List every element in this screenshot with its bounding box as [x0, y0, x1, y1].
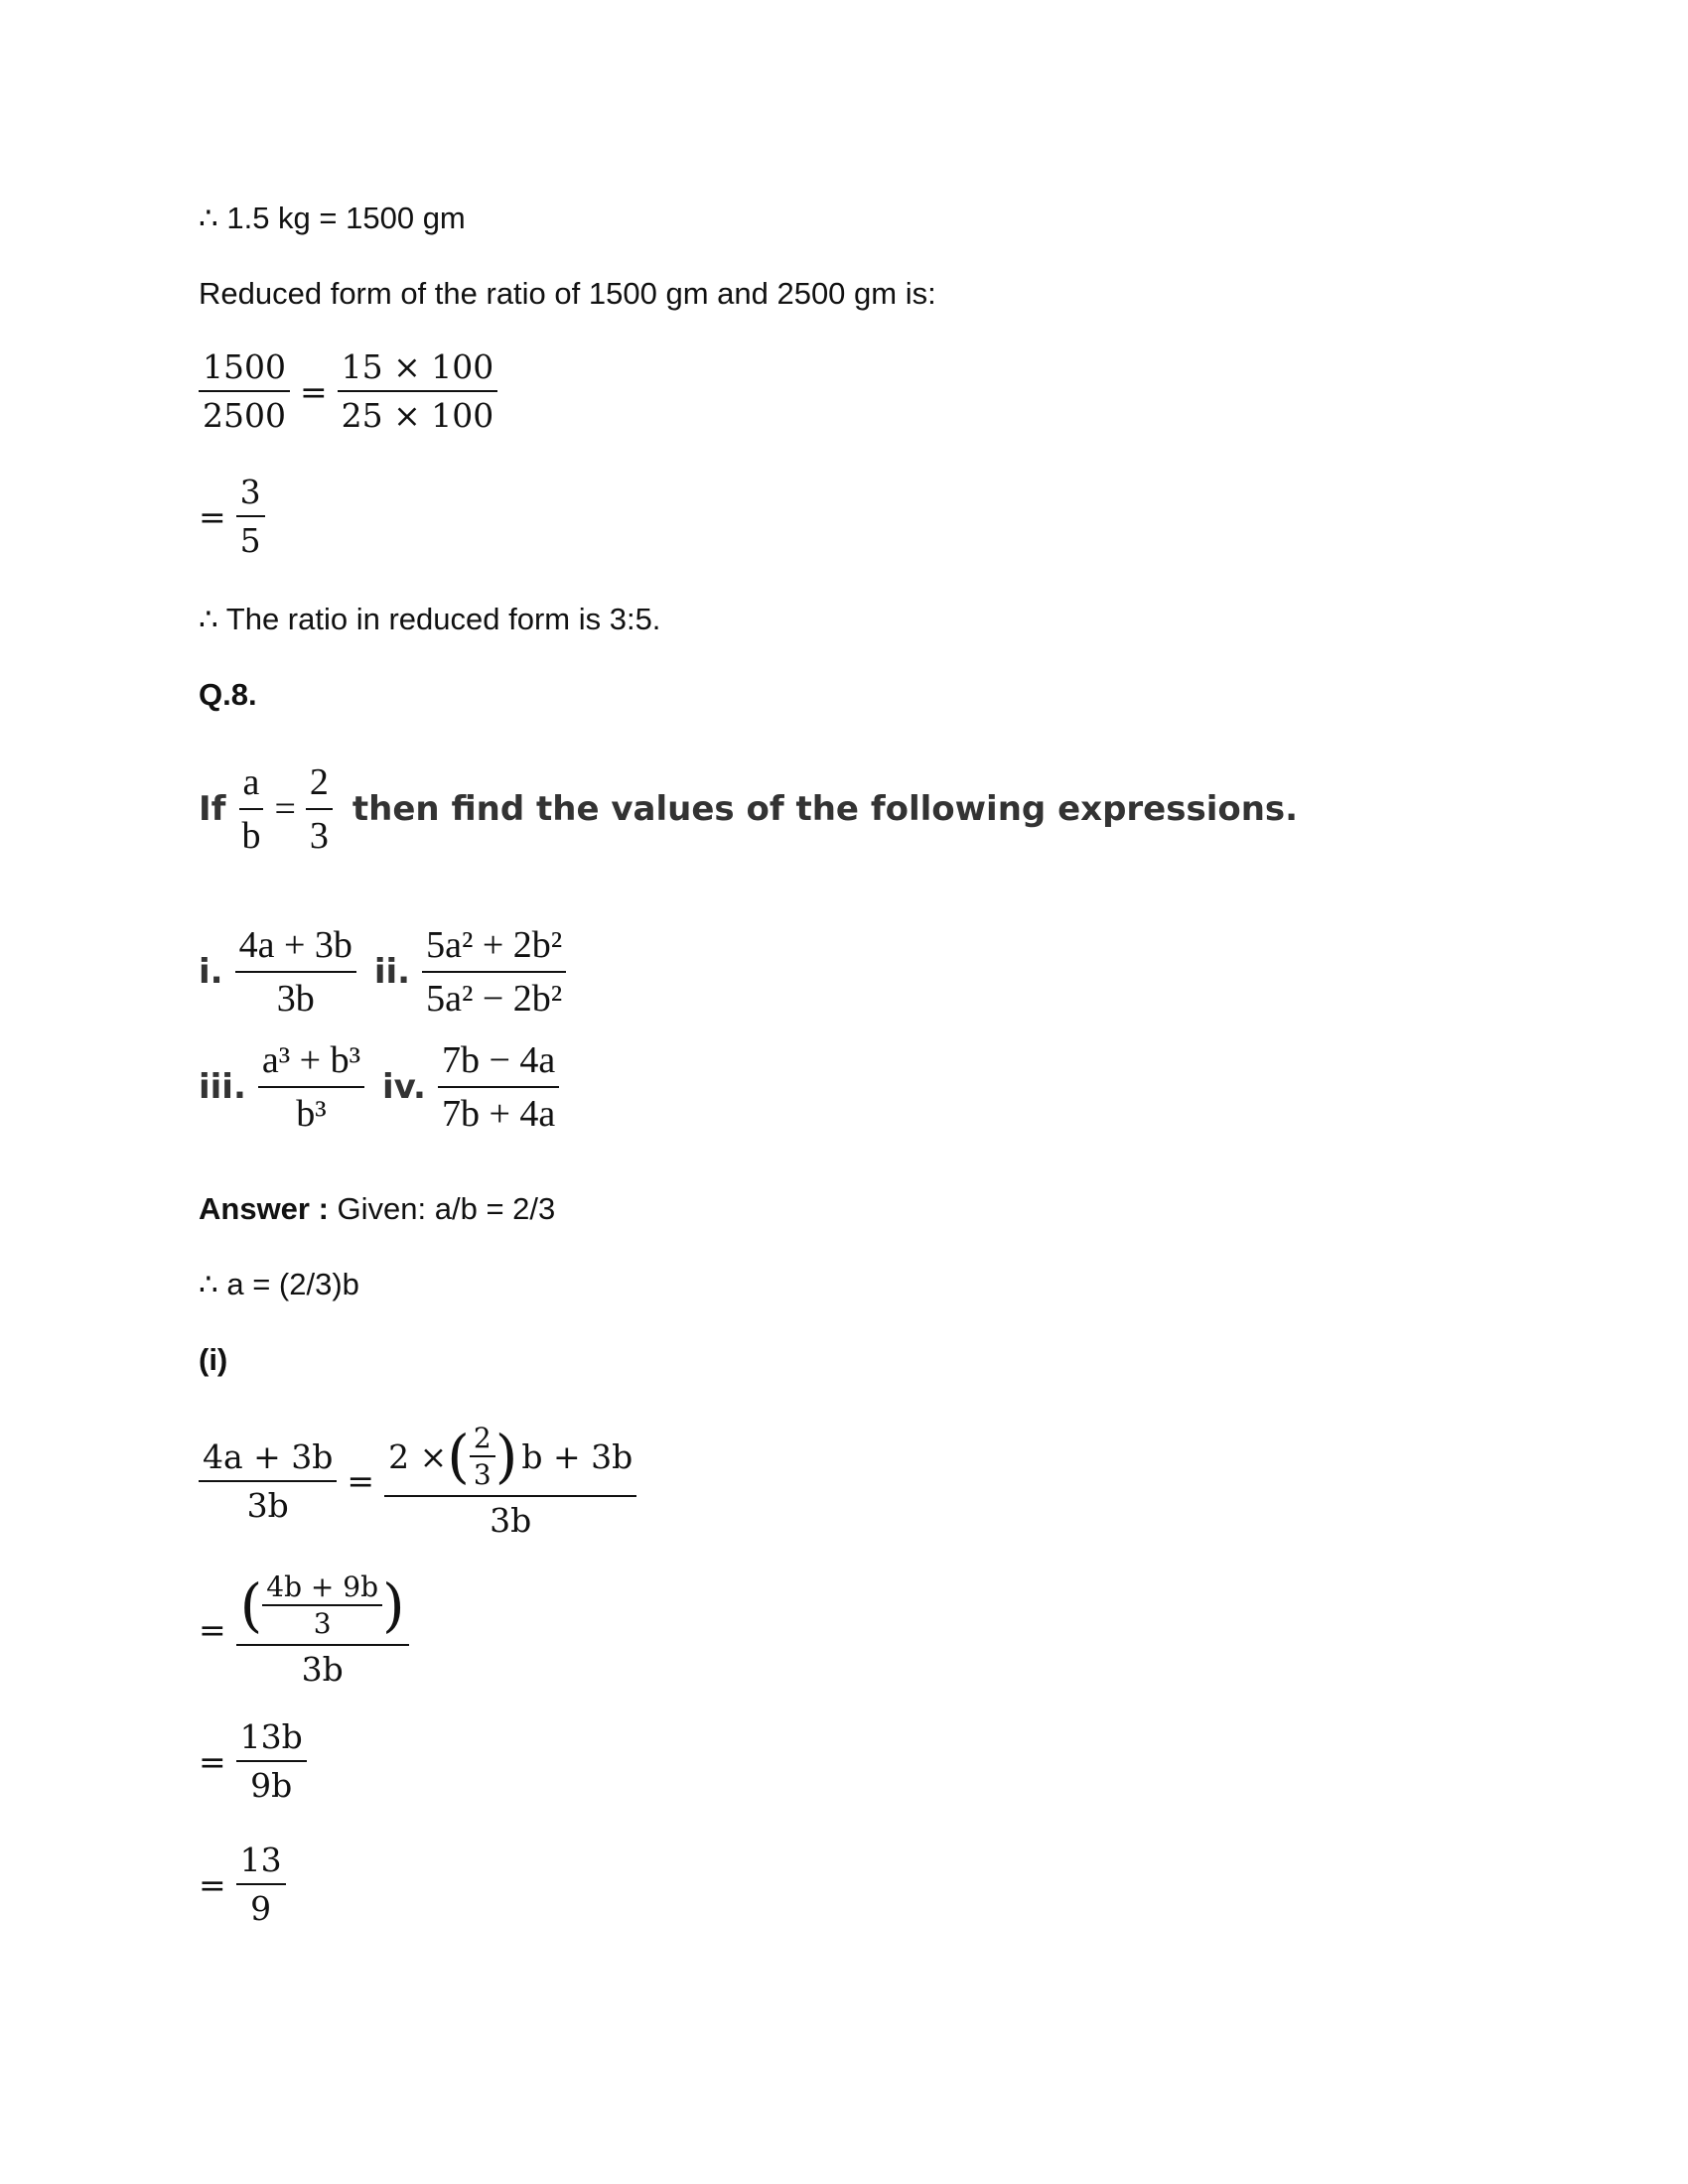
- fraction-a-b: $\frac{a}{b}$: [237, 760, 264, 858]
- fraction-3-5: $\frac{3}{5}$: [236, 473, 265, 560]
- expression-i: $\frac{4a + 3b}{3b}$: [235, 923, 356, 1021]
- expression-ii: $\frac{\text{5a² + 2b²}}{\text{5a² − 2b²}}$: [422, 923, 566, 1021]
- solution-i-step4: = $\frac{13}{9}$: [199, 1841, 286, 1928]
- inner-fraction-2-3: $\frac{2}{3}$: [470, 1422, 495, 1491]
- question-number: Q.8.: [199, 677, 257, 712]
- fraction-13-9: $\frac{13}{9}$: [236, 1841, 286, 1928]
- a-expression: ∴ a = (2/3)b: [199, 1267, 359, 1301]
- inner-fraction-13b-3: $\frac{4b + 9b}{3}$: [262, 1570, 382, 1640]
- ratio-result: = $\frac{3}{5}$: [199, 473, 265, 560]
- answer-line: [199, 1189, 555, 1229]
- fraction-15x100-25x100: $\frac{15 \times 100}{25 \times 100}$: [338, 347, 498, 435]
- part-i-label: (i): [199, 1342, 228, 1377]
- expressions-row-1: i. $\frac{4a + 3b}{3b}$ ii. $\frac{\text{5a² + 2b²}}{\text{5a² − 2b²}}$: [199, 923, 566, 1021]
- solution-i-step1: $\frac{4a + 3b}{3b}$ = 2 × ( $\frac{2}{3}$ ) b + 3b 3b: [199, 1422, 636, 1540]
- fraction-4a3b-3b: $\frac{4a + 3b}{3b}$: [199, 1437, 337, 1525]
- fraction-substituted: 2 × ( $\frac{2}{3}$ ) b + 3b 3b: [384, 1422, 636, 1540]
- fraction-13b-9b: $\frac{13b}{9b}$: [236, 1717, 307, 1805]
- fraction-1500-2500: $\frac{1500}{2500}$: [199, 347, 290, 435]
- question-statement: If $\frac{a}{b}$ = $\frac{2}{3}$ then find the values of the following expressions.: [199, 761, 1299, 857]
- answer-label: Answer :: [199, 1191, 329, 1226]
- ratio-conclusion: ∴ The ratio in reduced form is 3:5.: [199, 602, 661, 636]
- expressions-row-2: iii. $\frac{\text{a³ + b³}}{\text{b³}}$ iv. $\frac{7b - 4a}{7b + 4a}$: [199, 1038, 559, 1136]
- solution-i-step2: = ( $\frac{4b + 9b}{3}$ ) 3b: [199, 1570, 409, 1689]
- answer-given: Given: a/b = 2/3: [328, 1191, 556, 1226]
- fraction-2-3: $\frac{2}{3}$: [306, 760, 333, 858]
- solution-i-step3: = $\frac{13b}{9b}$: [199, 1717, 307, 1805]
- fraction-combined: ( $\frac{4b + 9b}{3}$ ) 3b: [236, 1570, 409, 1689]
- expression-iii: $\frac{\text{a³ + b³}}{\text{b³}}$: [258, 1038, 364, 1136]
- expression-iv: $\frac{7b - 4a}{7b + 4a}$: [438, 1038, 559, 1136]
- reduced-form-intro: Reduced form of the ratio of 1500 gm and 2500 gm is:: [199, 276, 936, 311]
- conversion-line: ∴ 1.5 kg = 1500 gm: [199, 201, 466, 235]
- ratio-equation: $\frac{1500}{2500}$ = $\frac{15 \times 100}{25 \times 100}$: [199, 347, 497, 435]
